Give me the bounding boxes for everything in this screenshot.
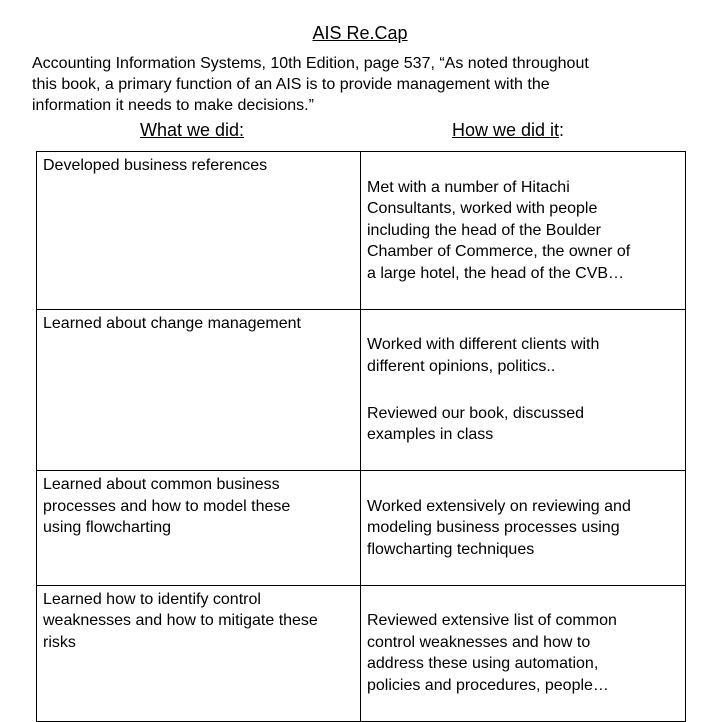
how-text: Met with a number of Hitachi Consultants, worked with people including the head of the Boulder Chamber of Commerce, the owner of a large hotel, the head of the CVB… [367,178,631,282]
how-text: Worked extensively on reviewing and modeling business processes using flowcharting techniques [367,497,631,558]
what-cell: Learned about change management [37,309,361,471]
column-heading-how [452,119,564,141]
column-heading-how-label: How we did it [452,120,560,140]
what-cell: Developed business references [37,152,361,310]
column-heading-what-label: What we did: [140,120,245,140]
column-heading-how-colon: : [559,120,565,140]
table-row [37,152,686,310]
table-row [37,585,686,721]
how-text: Reviewed extensive list of common control weaknesses and how to address these using automation, policies and procedures, people… [367,612,617,694]
intro-quote: Accounting Information Systems, 10th Edition, page 537, “As noted throughout this book, a primary function of an AIS is to provide management with the information it needs to make decisions.” [32,55,589,114]
table-row [37,471,686,586]
what-cell: Learned how to identify control weaknesses and how to mitigate these risks [37,585,361,721]
how-text: Reviewed our book, discussed examples in class [367,404,585,443]
how-cell [361,152,686,310]
how-cell [361,471,686,586]
how-cell [361,309,686,471]
table-row [37,309,686,471]
what-cell: Learned about common business processes and how to model these using flowcharting [37,471,361,586]
slide-title: AIS Re.Cap [312,23,408,43]
how-text: Worked with different clients with different opinions, politics.. [367,336,600,375]
column-heading-what [140,119,244,141]
how-cell [361,585,686,721]
recap-table [36,151,686,722]
